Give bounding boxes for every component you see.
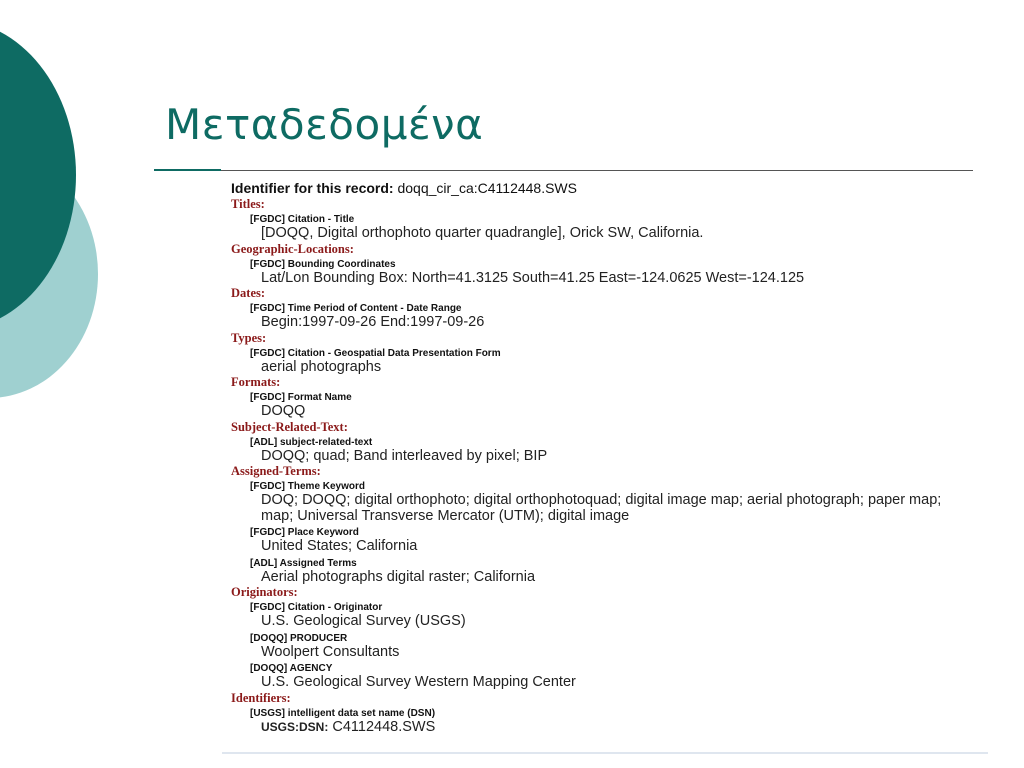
field-citation-originator <box>231 602 971 630</box>
field-label: [FGDC] Citation - Title <box>250 214 355 225</box>
field-value: U.S. Geological Survey (USGS) <box>261 613 466 629</box>
field-label: [FGDC] Bounding Coordinates <box>250 258 396 270</box>
field-dsn <box>231 708 971 736</box>
section-title-identifiers: Identifiers: <box>231 690 291 705</box>
section-title-originators: Originators: <box>231 585 298 599</box>
field-value: Woolpert Consultants <box>261 643 400 660</box>
dsn-label: USGS:DSN: <box>261 719 329 734</box>
field-value: Begin:1997-09-26 End:1997-09-26 <box>261 314 485 330</box>
field-bounding-coordinates <box>231 259 971 287</box>
field-label: [FGDC] Time Period of Content - Date Range <box>250 303 462 314</box>
section-title-geographic-locations: Geographic-Locations: <box>231 241 354 256</box>
field-value <box>250 720 971 736</box>
field-value: [DOQQ, Digital orthophoto quarter quadrangle], Orick SW, California. <box>261 225 704 241</box>
field-subject-related-text <box>231 437 971 465</box>
field-value: DOQQ <box>261 403 306 419</box>
field-label: [FGDC] Citation - Geospatial Data Presentation Form <box>250 347 501 359</box>
field-value: DOQ; DOQQ; digital orthophoto; digital orthophotoquad; digital image map; aerial photograph; paper map; map; Universal Transverse Mercator (UTM); digital image <box>261 492 942 524</box>
slide-title: Μεταδεδομένα <box>165 100 484 149</box>
field-agency <box>231 663 971 691</box>
field-value: Aerial photographs digital raster; California <box>261 568 536 585</box>
field-assigned-terms <box>231 558 971 586</box>
field-value: aerial photographs <box>261 358 382 375</box>
field-value: Lat/Lon Bounding Box: North=41.3125 South=41.25 East=-124.0625 West=-124.125 <box>261 269 805 286</box>
section-title-subject-related-text: Subject-Related-Text: <box>231 419 348 434</box>
metadata-record <box>231 180 971 735</box>
field-producer <box>231 633 971 661</box>
field-label: [DOQQ] PRODUCER <box>250 632 348 644</box>
field-label: [FGDC] Format Name <box>250 392 352 403</box>
field-label: [ADL] Assigned Terms <box>250 557 357 569</box>
field-label: [FGDC] Citation - Originator <box>250 602 383 613</box>
dsn-value: C4112448.SWS <box>332 718 436 735</box>
field-presentation-form <box>231 348 971 376</box>
field-label: [USGS] intelligent data set name (DSN) <box>250 707 436 719</box>
field-label: [FGDC] Place Keyword <box>250 527 359 538</box>
field-value: DOQQ; quad; Band interleaved by pixel; BIP <box>261 447 548 464</box>
field-label: [DOQQ] AGENCY <box>250 663 333 674</box>
section-title-assigned-terms: Assigned-Terms: <box>231 464 321 478</box>
record-identifier <box>231 180 971 196</box>
field-label: [FGDC] Theme Keyword <box>250 481 366 492</box>
identifier-label: Identifier for this record: <box>231 180 394 196</box>
section-title-dates: Dates: <box>231 286 266 300</box>
field-citation-title <box>231 214 971 242</box>
field-format-name <box>231 392 971 420</box>
field-date-range <box>231 303 971 331</box>
field-value: U.S. Geological Survey Western Mapping Center <box>261 674 576 690</box>
section-title-types: Types: <box>231 330 267 345</box>
field-label: [ADL] subject-related-text <box>250 436 373 448</box>
title-underline-accent <box>154 169 221 171</box>
bottom-strip <box>222 752 988 754</box>
field-place-keyword <box>231 527 971 555</box>
section-title-formats: Formats: <box>231 375 281 389</box>
section-title-titles: Titles: <box>231 197 265 211</box>
identifier-value: doqq_cir_ca:C4112448.SWS <box>397 180 577 196</box>
field-value: United States; California <box>261 538 418 554</box>
field-theme-keyword <box>231 481 971 524</box>
title-underline <box>221 170 973 171</box>
